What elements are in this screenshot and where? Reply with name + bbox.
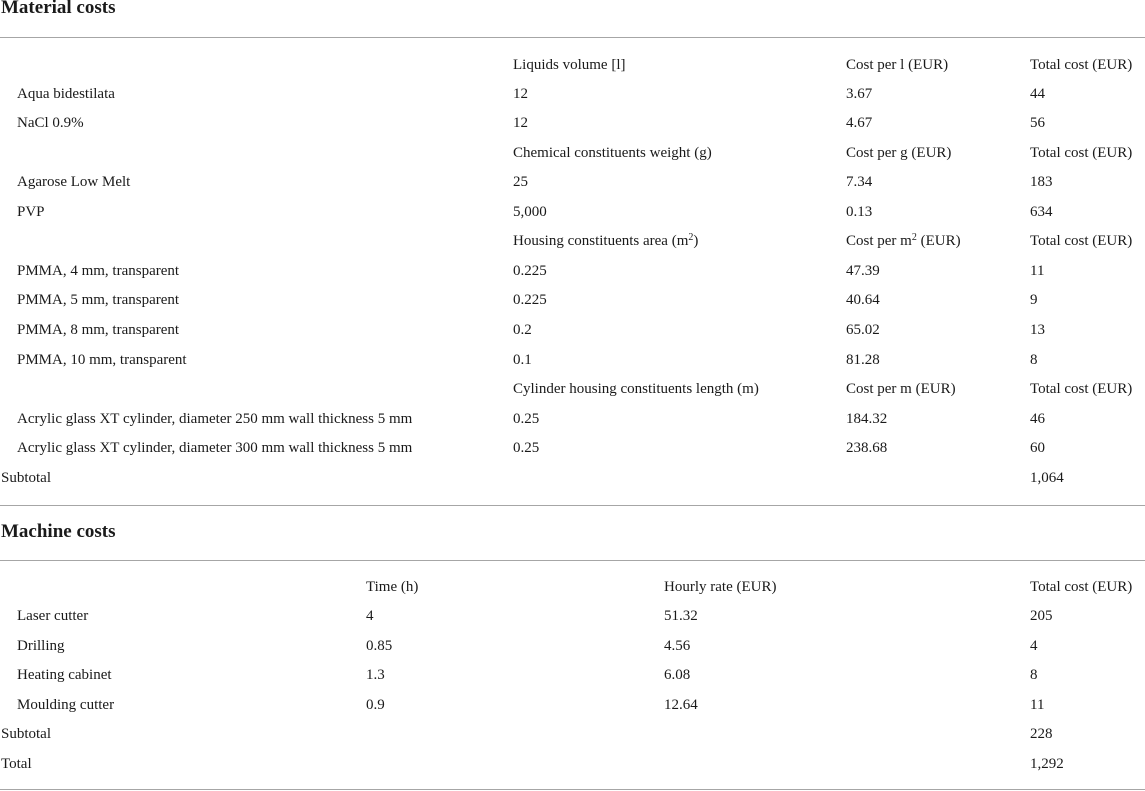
- total-cost-cell: 634: [1030, 204, 1053, 220]
- unit-cost-cell: 0.13: [846, 204, 873, 220]
- table-row: [0, 691, 1145, 720]
- total-cost-cell: 56: [1030, 115, 1045, 131]
- item-label: PVP: [17, 204, 45, 220]
- item-label: Acrylic glass XT cylinder, diameter 250 mm wall thickness 5 mm: [17, 411, 413, 427]
- table-row: [0, 346, 1145, 375]
- header-text: (EUR): [916, 233, 961, 249]
- item-label: Acrylic glass XT cylinder, diameter 300 mm wall thickness 5 mm: [17, 440, 413, 456]
- rate-cell: 51.32: [664, 608, 698, 624]
- subtotal-label: Subtotal: [1, 726, 52, 742]
- subtotal-label: Subtotal: [1, 470, 52, 486]
- column-header: Cost per m (EUR): [846, 381, 956, 397]
- material-costs-title: Material costs: [1, 0, 116, 18]
- time-cell: 0.85: [366, 638, 393, 654]
- item-label: Laser cutter: [17, 608, 89, 624]
- cylinder-header-row: [0, 375, 1145, 404]
- quantity-cell: 5,000: [513, 204, 547, 220]
- item-label: PMMA, 10 mm, transparent: [17, 352, 187, 368]
- material-top-rule: [0, 37, 1145, 38]
- column-header: Total cost (EUR): [1030, 145, 1133, 161]
- unit-cost-cell: 47.39: [846, 263, 880, 279]
- machine-header-row: [0, 573, 1145, 602]
- rate-cell: 6.08: [664, 667, 691, 683]
- unit-cost-cell: 3.67: [846, 86, 873, 102]
- total-cost-cell: 9: [1030, 292, 1038, 308]
- table-row: [0, 286, 1145, 315]
- subtotal-value: 1,064: [1030, 470, 1064, 486]
- total-cost-cell: 46: [1030, 411, 1045, 427]
- quantity-cell: 0.1: [513, 352, 532, 368]
- total-cost-cell: 60: [1030, 440, 1045, 456]
- item-label: Drilling: [17, 638, 65, 654]
- unit-cost-cell: 238.68: [846, 440, 888, 456]
- total-cost-cell: 8: [1030, 667, 1038, 683]
- rate-cell: 4.56: [664, 638, 691, 654]
- column-header: Total cost (EUR): [1030, 381, 1133, 397]
- superscript: 2: [911, 232, 917, 243]
- column-header: Cost per l (EUR): [846, 57, 949, 73]
- unit-cost-cell: 40.64: [846, 292, 880, 308]
- chemical-header-row: [0, 139, 1145, 168]
- table-row: [0, 405, 1145, 434]
- quantity-cell: 0.225: [513, 263, 547, 279]
- total-cost-cell: 44: [1030, 86, 1045, 102]
- table-bottom-rule: [0, 789, 1145, 790]
- table-row: [0, 661, 1145, 690]
- item-label: PMMA, 5 mm, transparent: [17, 292, 180, 308]
- grand-total-row: [0, 750, 1145, 779]
- time-cell: 4: [366, 608, 374, 624]
- liquids-header-row: [0, 51, 1145, 80]
- quantity-cell: 12: [513, 86, 528, 102]
- column-header: Hourly rate (EUR): [664, 579, 777, 595]
- unit-cost-cell: 7.34: [846, 174, 873, 190]
- table-row: [0, 602, 1145, 631]
- machine-subtotal-row: [0, 720, 1145, 749]
- quantity-cell: 0.25: [513, 411, 540, 427]
- header-text: ): [693, 233, 699, 249]
- table-row: [0, 109, 1145, 138]
- column-header: Total cost (EUR): [1030, 57, 1133, 73]
- column-header: [513, 227, 698, 257]
- item-label: Heating cabinet: [17, 667, 112, 683]
- item-label: NaCl 0.9%: [17, 115, 84, 131]
- total-cost-cell: 4: [1030, 638, 1038, 654]
- total-cost-cell: 11: [1030, 263, 1045, 279]
- unit-cost-cell: 65.02: [846, 322, 880, 338]
- housing-header-row: [0, 227, 1145, 256]
- unit-cost-cell: 184.32: [846, 411, 888, 427]
- header-text: Cost per m: [846, 233, 912, 249]
- total-cost-cell: 13: [1030, 322, 1045, 338]
- total-value: 1,292: [1030, 756, 1064, 772]
- machine-costs-title: Machine costs: [1, 521, 116, 542]
- quantity-cell: 25: [513, 174, 528, 190]
- quantity-cell: 0.2: [513, 322, 532, 338]
- total-cost-cell: 205: [1030, 608, 1053, 624]
- unit-cost-cell: 81.28: [846, 352, 880, 368]
- superscript: 2: [688, 232, 694, 243]
- table-row: [0, 80, 1145, 109]
- column-header: Cylinder housing constituents length (m): [513, 381, 759, 397]
- time-cell: 0.9: [366, 697, 385, 713]
- item-label: Agarose Low Melt: [17, 174, 131, 190]
- table-row: [0, 257, 1145, 286]
- quantity-cell: 0.225: [513, 292, 547, 308]
- item-label: PMMA, 4 mm, transparent: [17, 263, 180, 279]
- total-cost-cell: 183: [1030, 174, 1053, 190]
- material-subtotal-row: [0, 464, 1145, 493]
- header-text: Housing constituents area (m: [513, 233, 689, 249]
- item-label: PMMA, 8 mm, transparent: [17, 322, 180, 338]
- machine-top-rule: [0, 560, 1145, 561]
- unit-cost-cell: 4.67: [846, 115, 873, 131]
- rate-cell: 12.64: [664, 697, 698, 713]
- table-row: [0, 434, 1145, 463]
- total-label: Total: [1, 756, 32, 772]
- column-header: Total cost (EUR): [1030, 579, 1133, 595]
- item-label: Moulding cutter: [17, 697, 115, 713]
- quantity-cell: 12: [513, 115, 528, 131]
- total-cost-cell: 11: [1030, 697, 1045, 713]
- column-header: Chemical constituents weight (g): [513, 145, 712, 161]
- column-header: Liquids volume [l]: [513, 57, 626, 73]
- total-cost-cell: 8: [1030, 352, 1038, 368]
- table-row: [0, 198, 1145, 227]
- item-label: Aqua bidestilata: [17, 86, 115, 102]
- table-row: [0, 316, 1145, 345]
- time-cell: 1.3: [366, 667, 385, 683]
- table-row: [0, 632, 1145, 661]
- subtotal-value: 228: [1030, 726, 1053, 742]
- quantity-cell: 0.25: [513, 440, 540, 456]
- column-header: Cost per g (EUR): [846, 145, 952, 161]
- section-divider: [0, 505, 1145, 506]
- column-header: Time (h): [366, 579, 419, 595]
- column-header: [846, 227, 961, 257]
- table-row: [0, 168, 1145, 197]
- column-header: Total cost (EUR): [1030, 233, 1133, 249]
